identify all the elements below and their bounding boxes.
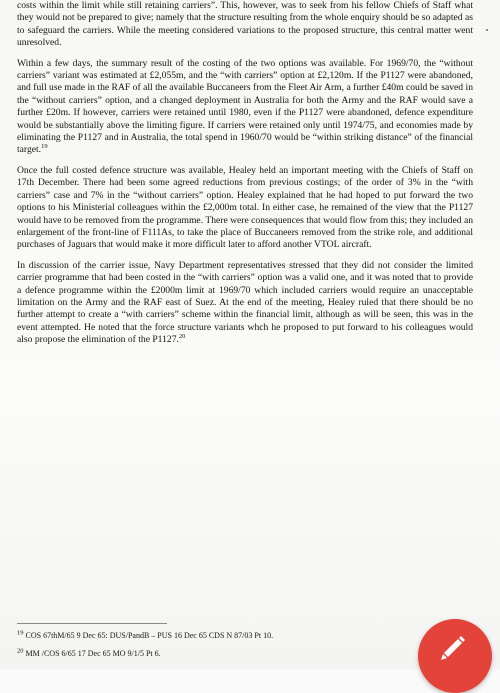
pencil-icon <box>438 631 468 661</box>
footnote-ref-19[interactable]: 19 <box>41 143 48 151</box>
paragraph-2: Within a few days, the summary result of the costing of the two options was available. For 1969/70, the “without carriers” variant was estimated at £2,055m, and the “with carriers” option at £2,120m. If the P1127 were abandoned, and full use made in the RAF of all the available Buccaneers from the Fleet Air Arm, a further £40m could be saved in the “without carriers” option, and a changed deployment in Australia for both the Army and the RAF would save a further £20m. If however, carriers were retained until 1980, even if the P1127 were abandoned, defence expenditure would be substantially above the limiting figure. If carriers were retained only until 1974/75, and economies made by eliminating the P1127 and in Australia, the total spend in 1960/70 would be “within striking distance” of the financial target.$^{19}$ <box>17 57 473 156</box>
footnote-divider <box>17 623 167 624</box>
body-text <box>17 0 473 355</box>
footnote-20: $^{20}$ MM /COS 6/65 17 Dec 65 MO 9/1/5 Pt 6. <box>17 647 161 658</box>
footnote-19: $^{19}$ COS 67thM/65 9 Dec 65: DUS/PandB – PUS 16 Dec 65 CDS N 87/03 Pt 10. <box>17 629 274 640</box>
edit-button[interactable] <box>418 619 492 693</box>
paragraph-3: Once the full costed defence structure was available, Healey held an important meeting with the Chiefs of Staff on 17th December. There had been some agreed reductions from previous costings; of the order of 3% in the “with carriers” case and 7% in the “without carriers” option. Healey explained that he had hoped to put forward the two options to his Ministerial colleagues within the £2,000m total. In either case, he remained of the view that the P1127 would have to be removed from the programme. There were consequences that would flow from this; they included an enlargement of the front-line of F111As, to take the place of Buccaneers removed from the strike role, and additional purchases of Jaguars that would make it more difficult later to afford another VTOL aircraft. <box>17 164 473 251</box>
scan-speck <box>486 29 488 31</box>
footnote-ref-20[interactable]: 20 <box>178 332 186 340</box>
paragraph-1: costs within the limit while still retaining carriers”. This, however, was to seek from his fellow Chiefs of Staff what they would not be prepared to give; namely that the structure resulting from the whole enquiry should be so adapted as to safeguard the carriers. While the meeting considered variations to the proposed structure, this central matter went unresolved. <box>17 0 473 49</box>
paragraph-4: In discussion of the carrier issue, Navy Department representatives stressed that they did not consider the limited carrier programme that had been costed in the “with carriers” option was a valid one, and it was noted that to provide a defence programme within the £2000m limit at 1969/70 which included carriers would require an unacceptable limitation on the Army and the RAF east of Suez. At the end of the meeting, Healey ruled that there should be no further attempt to create a “with carriers” scheme within the financial limit, although as will be seen, this was in the event attempted. He noted that the force structure variants whch he proposed to put forward to his colleagues would also propose the elimination of the P1127.20 <box>17 259 473 346</box>
